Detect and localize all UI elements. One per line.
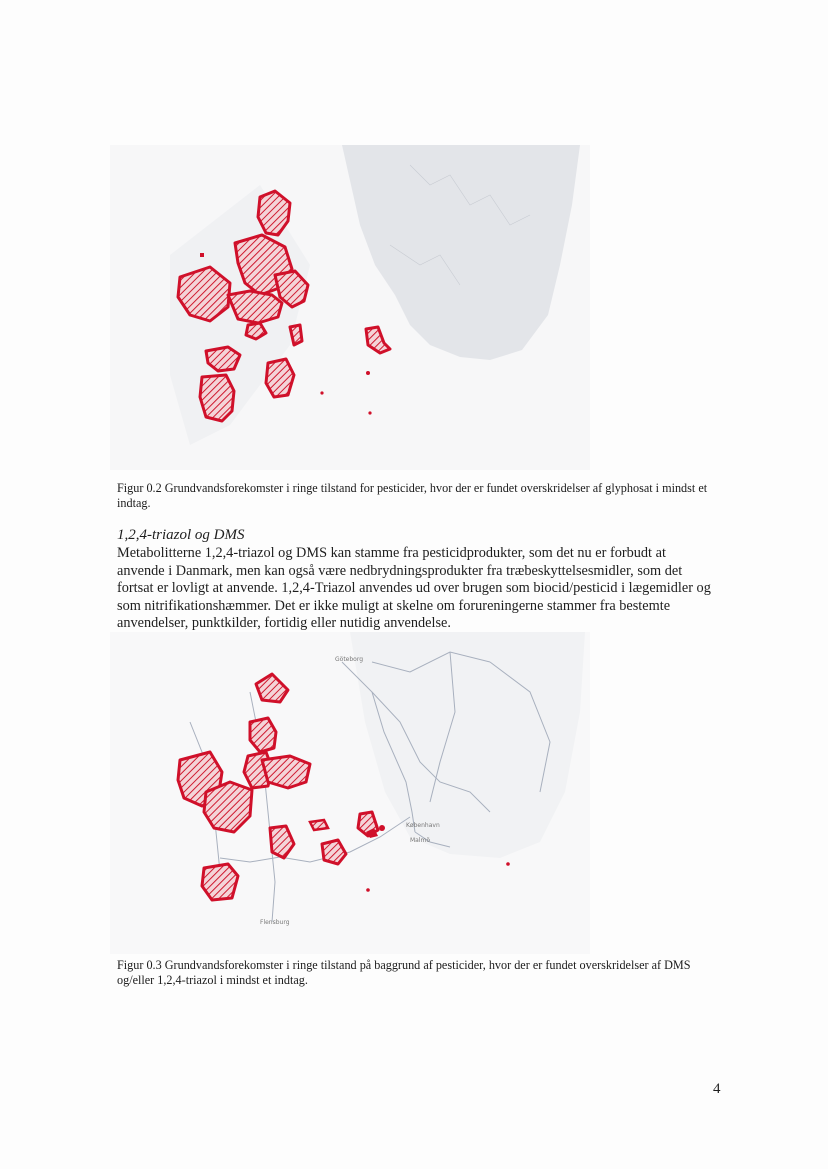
region-mid-jutland-b: [228, 291, 282, 323]
figure-0-2-map: [110, 145, 590, 470]
figure-0-2-map-svg: [110, 145, 590, 470]
city-label-copenhagen: København: [406, 822, 440, 829]
region-south-jutland: [202, 864, 238, 900]
region-small-2: [290, 325, 302, 345]
region-fyn: [266, 359, 294, 397]
city-label-flensburg: Flensburg: [260, 919, 290, 926]
region-south-jutland-b: [200, 375, 234, 421]
section-heading: 1,2,4-triazol og DMS: [117, 527, 245, 543]
figure-0-3-map-svg: [110, 632, 590, 954]
figure-0-3-caption: Figur 0.3 Grundvandsforekomster i ringe tilstand på baggrund af pesticider, hvor der er fundet overskridelser af DMS og/eller 1,2,4-triazol i mindst et indtag.: [117, 958, 691, 987]
region-east-jutland: [262, 756, 310, 788]
region-north-mid: [250, 718, 276, 752]
city-label-malmo: Malmö: [410, 837, 431, 844]
section-paragraph: Metabolitterne 1,2,4-triazol og DMS kan stamme fra pesticidprodukter, som det nu er forbudt at anvende i Danmark, men kan også være nedbrydningsprodukter fra træbeskyttelsesmidler, som det fortsat er lovligt at anvende. 1,2,4-Triazol anvendes ud over brugen som biocid/pesticid i lægemidler og som nitrifikationshæmmer. Det er ikke muligt at skelne om forureningerne stammer fra bestemte anvendelser, punktkilder, fortidig eller nutidig anvendelse.: [117, 545, 711, 632]
city-label-gothenburg: Göteborg: [335, 656, 364, 663]
page-number: 4: [713, 1081, 721, 1097]
figure-0-2-caption: Figur 0.2 Grundvandsforekomster i ringe tilstand for pesticider, hvor der er fundet overskridelser af glyphosat i mindst et indtag.: [117, 481, 708, 510]
region-south-jutland-a: [206, 347, 240, 371]
figure-0-3-map: [110, 632, 590, 954]
